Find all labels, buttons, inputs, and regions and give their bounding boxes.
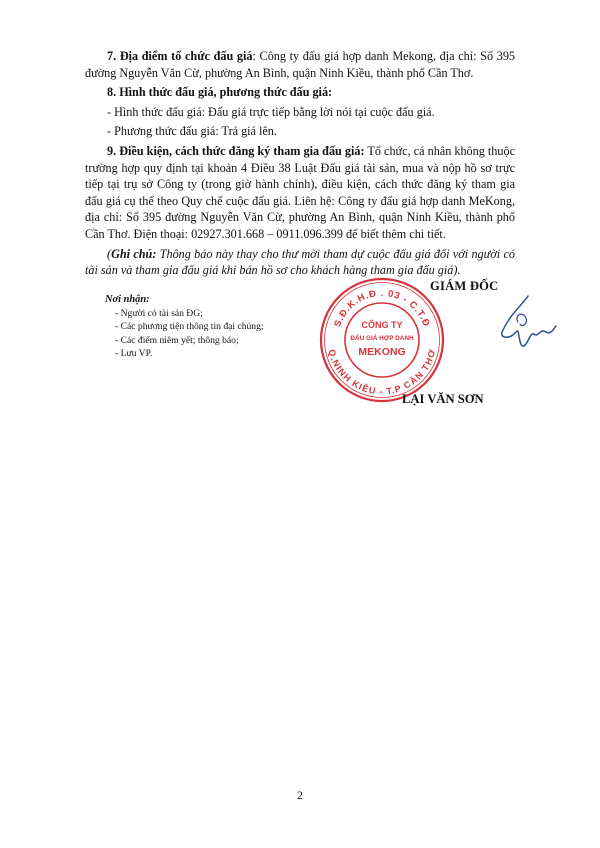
section-8-item-form: - Hình thức đấu giá: Đấu giá trực tiếp bằng lời nói tại cuộc đấu giá. [107,104,435,119]
signer-name: LẠI VĂN SƠN [402,392,484,406]
section-9-heading: 9. Điều kiện, cách thức đăng ký tham gia đấu giá: [107,143,365,158]
document-body [85,48,515,282]
seal-line-brand: MEKONG [358,346,406,358]
section-8-heading [85,84,515,101]
recipients-title: Nơi nhận: [105,294,150,305]
section-7-text: : Công ty đấu giá hợp danh Mekong, địa chỉ: Số 395 đường Nguyễn Văn Cừ, phường An Bình, quận Ninh Kiều, thành phố Cần Thơ. [85,49,516,80]
note-text: Thông báo này thay cho thư mời tham dự cuộc đấu giá đối với người có tài sản và tham gia đấu giá khi bán hồ sơ cho khách hàng tham gia đấu giá). [85,246,515,278]
recipients-block [105,293,335,361]
note-open-paren: ( [107,246,112,261]
section-8-item-method: - Phương thức đấu giá: Trả giá lên. [107,124,277,139]
section-9-text: Tổ chức, cá nhân không thuộc trường hợp quy định tại khoản 4 Điều 38 Luật Đấu giá tài sản, mua và nộp hồ sơ trực tiếp tại trụ sở Công ty (trong giờ hành chính), điều kiện, cách thức đăng ký tham gia đấu giá cụ thể theo Quy chế cuộc đấu giá. Liên hệ: Công ty đấu giá hợp danh MeKong, địa chỉ: Số 395 đường Nguyễn Văn Cừ, phường An Bình, quận Ninh Kiều, thành phố Cần Thơ. Điện thoại: 02927.301.668 – 0911.096.399 để biết thêm chi tiết. [85,143,515,241]
note-label: Ghi chú: [111,246,157,261]
recipient-item: - Các phương tiện thông tin đại chúng; [115,321,264,332]
seal-line-company: CÔNG TY [361,320,403,330]
seal-line-type: ĐẤU GIÁ HỢP DANH [350,335,414,342]
company-seal [318,276,446,404]
recipient-item: - Lưu VP. [115,348,153,359]
section-7 [85,48,515,81]
handwritten-signature [498,288,558,360]
seal-ring-top-text: S.Đ.K.H.Đ . 03 - C.T.Đ [332,287,432,329]
director-title: GIÁM ĐỐC [430,279,499,293]
section-8-heading-text: 8. Hình thức đấu giá, phương thức đấu giá: [107,85,333,100]
recipient-item: - Người có tài sản ĐG; [115,307,203,319]
section-7-heading: 7. Địa điểm tổ chức đấu giá [107,49,253,63]
page-number: 2 [297,788,303,802]
section-9 [85,143,515,243]
note-paragraph [85,246,515,279]
recipient-item: - Các điểm niêm yết; thông báo; [115,334,239,346]
seal-ring-bottom-text: Q.NINH KIỀU - T.P CẦN THƠ [326,348,438,397]
